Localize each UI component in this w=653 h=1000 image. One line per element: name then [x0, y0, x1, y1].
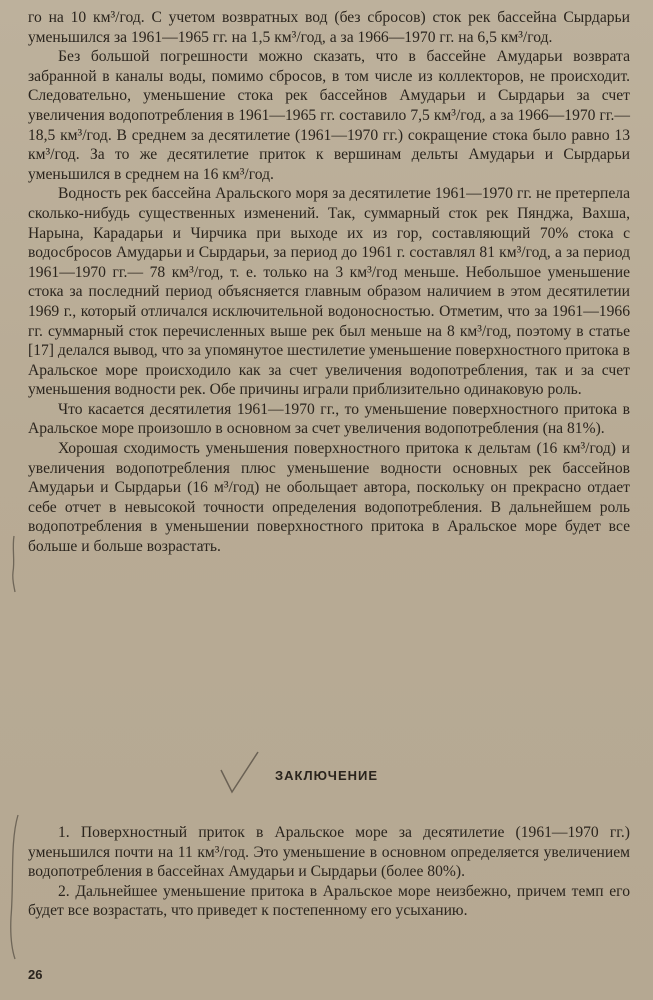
page-number: 26	[28, 967, 43, 982]
pencil-margin-mark-icon	[6, 534, 20, 594]
conclusion-item-1: 1. Поверхностный приток в Аральское море за десятилетие (1961—1970 гг.) уменьшился почти на 11 км³/год. Это уменьшение в основном определяется увеличением водопотребления в бассейнах Амударьи и Сырдарьи (более 80%).	[28, 824, 630, 881]
paragraph-4: Что касается десятилетия 1961—1970 гг., то уменьшение поверхностного притока в Аральское море произошло в основном за счет увеличения водопотребления (на 81%).	[28, 400, 630, 438]
conclusion-item-2: 2. Дальнейшее уменьшение притока в Аральское море неизбежно, причем темп его будет все возрастать, что приведет к постепенному его усыханию.	[28, 882, 630, 920]
paragraph-3: Водность рек бассейна Аральского моря за десятилетие 1961—1970 гг. не претерпела сколько-нибудь существенных изменений. Так, суммарный сток рек Пянджа, Вахша, Нарына, Карадарьи и Чирчика при выходе их из гор, составляющий 70% стока с водосбросов Амударьи и Сырдарьи, за период до 1961 г. составлял 81 км³/год, а за период 1961—1970 гг.— 78 км³/год, т. е. только на 3 км³/год меньше. Небольшое уменьшение стока за последний период объясняется главным образом наличием в этом десятилетии 1969 г., который отличался исключительной водоносностью. Отметим, что за 1961—1966 гг. суммарный сток перечисленных выше рек был меньше на 8 км³/год, поэтому в статье [17] делался вывод, что за упомянутое шестилетие уменьшение поверхностного притока в Аральское море происходило как за счет увеличения водопотребления, так и за счет уменьшения водности рек. Обе причины играли приблизительно одинаковую роль.	[28, 185, 630, 399]
paragraph-2: Без большой погрешности можно сказать, что в бассейне Амударьи возврата забранной в каналы воды, помимо сбросов, в том числе из коллекторов, не происходит. Следовательно, уменьшение стока рек бассейнов Амударьи и Сырдарьи за счет увеличения водопотребления в 1961—1965 гг. составило 7,5 км³/год, а за 1966—1970 гг.— 18,5 км³/год. В среднем за десятилетие (1961—1970 гг.) сокращение стока было равно 13 км³/год. За то же десятилетие приток к вершинам дельты Амударьи и Сырдарьи уменьшился в среднем на 16 км³/год.	[28, 48, 630, 183]
paragraph-5: Хорошая сходимость уменьшения поверхностного притока к дельтам (16 км³/год) и увеличения водопотребления плюс уменьшение водности основных рек бассейнов Амударьи и Сырдарьи (16 м³/год) не обольщает автора, поскольку он прекрасно отдает себе отчет в невысокой точности определения водопотребления. В дальнейшем роль водопотребления в уменьшении поверхностного притока в Аральское море будет все больше и больше возрастать.	[28, 440, 630, 556]
conclusion-text	[28, 823, 630, 921]
section-heading: ЗАКЛЮЧЕНИЕ	[274, 768, 379, 783]
body-text	[28, 8, 630, 557]
paragraph-1: го на 10 км³/год. С учетом возвратных вод (без сбросов) сток рек бассейна Сырдарьи уменьшился за 1961—1965 гг. на 1,5 км³/год, а за 1966—1970 гг. на 6,5 км³/год.	[28, 9, 630, 46]
pencil-bracket-icon	[4, 812, 22, 962]
